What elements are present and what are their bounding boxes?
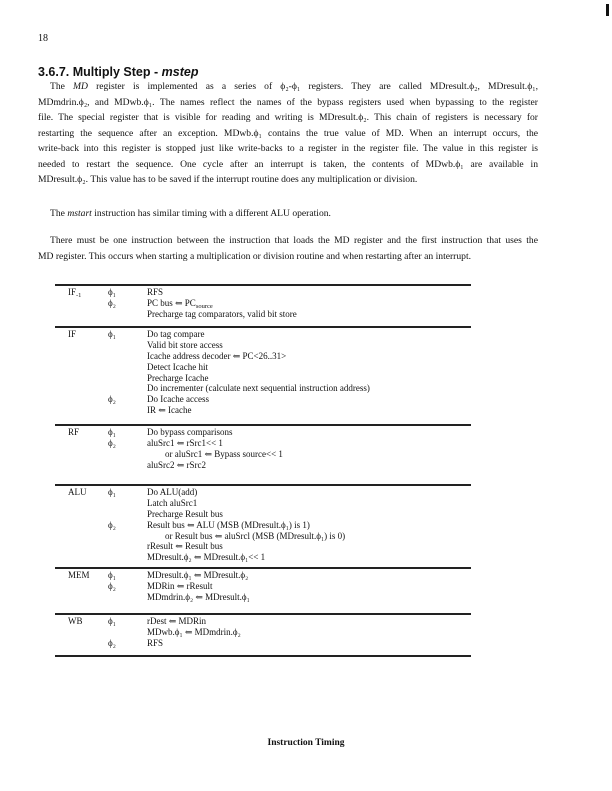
paragraph-line: write-back into this register is stopped just like write-backs to a register in the register file. The value in this register is: [38, 143, 538, 154]
heading-title: 3.6.7. Multiply Step -: [38, 65, 162, 79]
stage-name: WB: [68, 616, 83, 626]
timing-action-text: rDest ⇐ MDRin: [147, 616, 207, 626]
timing-row: [55, 460, 471, 471]
timing-row: [55, 581, 471, 592]
timing-row: [55, 298, 471, 309]
paragraph-md-constraint: [38, 233, 538, 264]
timing-action: [147, 340, 223, 351]
timing-row: [55, 552, 471, 563]
stage-label: [68, 329, 76, 340]
timing-row: [55, 520, 471, 531]
timing-row: [55, 309, 471, 320]
timing-action-subscript: source: [195, 302, 213, 310]
paragraph-line: needed to restart the sequence. One cycle after an interrupt is taken, the contents of MDwb.ϕ₁ are available in: [38, 158, 538, 170]
paragraph-line: file. The special register that is visible for reading and writing is MDresult.ϕ₂. This chain of registers is necessary for: [38, 112, 538, 123]
stage-name: RF: [68, 427, 80, 437]
timing-action-text: or aluSrc1 ⇐ Bypass source<< 1: [165, 448, 283, 459]
timing-action: [147, 592, 250, 603]
timing-action: [147, 627, 241, 638]
clock-phase: ϕ₁: [108, 487, 116, 497]
clock-phase: ϕ₂: [108, 394, 116, 405]
timing-row: [55, 427, 471, 438]
clock-phase: ϕ₂: [108, 519, 116, 530]
timing-row: [55, 487, 471, 498]
timing-row: [55, 570, 471, 581]
clock-phase: ϕ₁: [108, 570, 116, 580]
timing-action-text: Do bypass comparisons: [147, 427, 233, 437]
timing-action: [147, 487, 197, 498]
timing-action-text: Do incrementer (calculate next sequential instruction address): [147, 383, 370, 394]
timing-action: [165, 531, 345, 542]
timing-action-text: Icache address decoder ⇐ PC<26..31>: [147, 350, 287, 361]
timing-action: [147, 362, 208, 373]
timing-action-text: RFS: [147, 637, 164, 648]
timing-action: [147, 394, 209, 405]
timing-action-text: Valid bit store access: [147, 339, 223, 350]
timing-action-text: MDRin ⇐ rResult: [147, 580, 213, 591]
timing-action-text: aluSrc2 ⇐ rSrc2: [147, 459, 207, 470]
timing-action-text: IR ⇐ Icache: [147, 405, 192, 416]
paragraph-line: MDresult.ϕ₂. This value has to be saved if the interrupt routine does any multiplication or division.: [38, 174, 418, 185]
clock-phase: ϕ₂: [108, 580, 116, 591]
timing-action: [147, 552, 265, 563]
clock-phase: ϕ₂: [108, 297, 116, 308]
table-rule: [55, 424, 471, 426]
timing-section-if: [55, 329, 471, 416]
timing-row: [55, 405, 471, 416]
timing-row: [55, 531, 471, 542]
timing-action-text: Do ALU(add): [147, 487, 198, 497]
table-rule: [55, 655, 471, 657]
timing-action-text: Latch aluSrc1: [147, 497, 198, 508]
timing-row: [55, 394, 471, 405]
timing-action: [147, 509, 223, 520]
paragraph-line: restarting the sequence after an exception. MDwb.ϕ₁ contains the true value of MD. When an interrupt occurs, the: [38, 127, 538, 139]
timing-action: [147, 287, 163, 298]
timing-action-text: Detect Icache hit: [147, 361, 208, 372]
stage-label: [68, 427, 79, 438]
timing-action: [147, 427, 233, 438]
timing-action: [147, 351, 286, 362]
heading-mnemonic: mstep: [161, 65, 199, 79]
paragraph-line: MDmdrin.ϕ₂, and MDwb.ϕ₁. The names reflect the names of the bypass registers used when bypassing to the register: [38, 96, 538, 108]
timing-action: [147, 638, 163, 649]
timing-action-text: rResult ⇐ Result bus: [147, 541, 223, 552]
timing-action-text: Do tag compare: [147, 329, 205, 339]
stage-label: [68, 287, 81, 298]
clock-phase: ϕ₁: [108, 616, 116, 626]
timing-section-if: [55, 287, 471, 320]
timing-row: [55, 638, 471, 649]
timing-action-text: MDresult.ϕ₁ ⇐ MDresult.ϕ₂: [147, 570, 249, 580]
timing-row: [55, 351, 471, 362]
stage-name: MEM: [68, 570, 90, 580]
timing-row: [55, 438, 471, 449]
timing-action: [147, 438, 223, 449]
timing-row: [55, 541, 471, 552]
section-heading: [38, 65, 198, 79]
timing-row: [55, 592, 471, 603]
timing-action: [147, 520, 310, 531]
stage-subscript: -1: [76, 292, 82, 299]
paragraph-line: There must be one instruction between the instruction that loads the MD register and the first instruction that uses the: [50, 235, 538, 246]
table-rule: [55, 484, 471, 486]
timing-action: [147, 616, 206, 627]
table-rule: [55, 567, 471, 569]
timing-action: [165, 449, 283, 460]
timing-action: [147, 581, 213, 592]
timing-action: [147, 309, 297, 320]
timing-section-alu: [55, 487, 471, 563]
timing-action: [147, 570, 248, 581]
timing-action-text: Do Icache access: [147, 394, 209, 405]
timing-section-rf: [55, 427, 471, 471]
timing-action-text: aluSrc1 ⇐ rSrc1<< 1: [147, 437, 223, 448]
timing-row: [55, 329, 471, 340]
timing-action: [147, 498, 197, 509]
timing-row: [55, 340, 471, 351]
timing-action: [147, 405, 192, 416]
timing-row: [55, 383, 471, 394]
timing-action-text: Result bus ⇐ ALU (MSB (MDresult.ϕ₁) is 1): [147, 519, 310, 530]
clock-phase: ϕ₂: [108, 437, 116, 448]
figure-caption: Instruction Timing: [267, 738, 345, 748]
timing-action-text: MDwb.ϕ₁ ⇐ MDmdrin.ϕ₂: [147, 626, 241, 637]
timing-row: [55, 616, 471, 627]
timing-action: [147, 383, 370, 394]
timing-action: [147, 373, 209, 384]
table-rule: [55, 613, 471, 615]
timing-row: [55, 449, 471, 460]
paragraph-md-register: [38, 79, 538, 188]
timing-action-text: or Result bus ⇐ aluSrcl (MSB (MDresult.ϕ₁) is 0): [165, 530, 346, 541]
page-number: 18: [38, 33, 48, 44]
stage-name: IF: [68, 329, 77, 339]
timing-action-text: PC bus ⇐ PC: [147, 297, 196, 308]
timing-action: [147, 541, 223, 552]
clock-phase: ϕ₂: [108, 637, 116, 648]
timing-section-mem: [55, 570, 471, 603]
timing-action-text: MDresult.ϕ₂ ⇐ MDresult.ϕ₁<< 1: [147, 552, 266, 563]
timing-action-text: RFS: [147, 287, 164, 297]
clock-phase: ϕ₁: [108, 427, 116, 437]
timing-action: [147, 298, 213, 309]
paragraph-mstart: [38, 206, 538, 222]
timing-row: [55, 362, 471, 373]
timing-action-text: Precharge Icache: [147, 372, 209, 383]
scan-mark: [606, 4, 609, 16]
clock-phase: ϕ₁: [108, 287, 116, 297]
table-rule: [55, 326, 471, 328]
stage-name: ALU: [68, 487, 87, 497]
timing-section-wb: [55, 616, 471, 649]
timing-action: [147, 460, 206, 471]
paragraph-line: MD register. This occurs when starting a multiplication or division routine and when restarting after an interrupt.: [38, 250, 472, 262]
stage-label: [68, 616, 83, 627]
paragraph-line: The mstart instruction has similar timing with a different ALU operation.: [50, 208, 331, 219]
stage-name: IF: [68, 287, 77, 297]
timing-row: [55, 373, 471, 384]
timing-row: [55, 498, 471, 509]
timing-row: [55, 627, 471, 638]
stage-label: [68, 487, 87, 498]
clock-phase: ϕ₁: [108, 329, 116, 339]
stage-label: [68, 570, 90, 581]
timing-action-text: Precharge tag comparators, valid bit store: [147, 308, 297, 319]
timing-row: [55, 287, 471, 298]
table-rule: [55, 284, 471, 286]
paragraph-line: The MD register is implemented as a series of ϕ₂-ϕ₁ registers. They are called MDresult.ϕ₂, MDresult.ϕ₁,: [50, 81, 538, 92]
timing-action: [147, 329, 204, 340]
timing-action-text: MDmdrin.ϕ₂ ⇐ MDresult.ϕ₁: [147, 591, 250, 602]
timing-row: [55, 509, 471, 520]
timing-action-text: Precharge Result bus: [147, 508, 223, 519]
